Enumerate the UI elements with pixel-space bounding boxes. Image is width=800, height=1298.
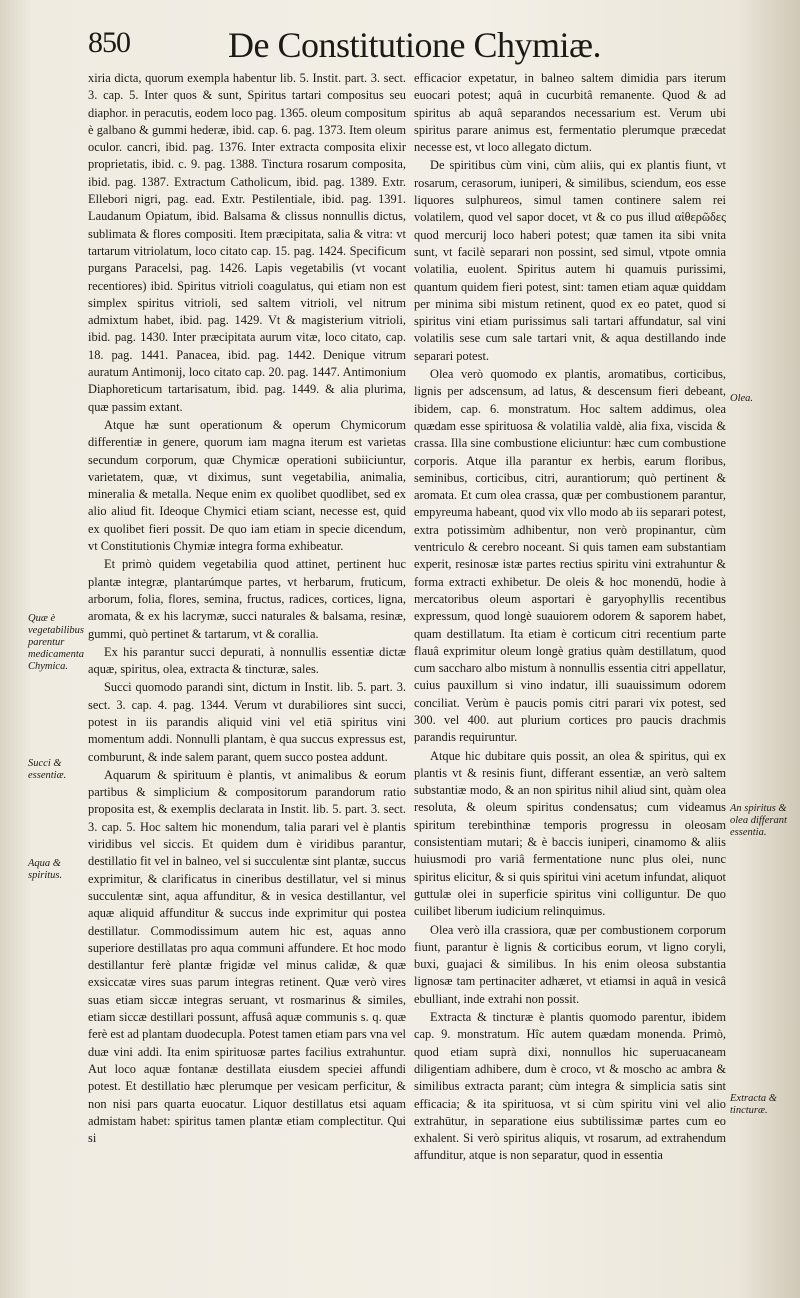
margin-note-spiritus-olea: An spiritus & olea differant essentia. — [730, 803, 787, 838]
running-title: De Constitutione Chymiæ. — [228, 25, 602, 65]
paragraph: Succi quomodo parandi sint, dictum in Instit. lib. 5. part. 3. sect. 3. cap. 4. pag. 1344. Verum vt durabiliores sint succi, potest in iis parandis aliquid vini vel etiā spiritus vini momentum addi. Nonnulli plantam, è qua succus expressus est, comburunt, & inde salem parant, quem succo postea addunt. — [88, 680, 406, 764]
paragraph: Olea verò quomodo ex plantis, aromatibus, corticibus, lignis per adscensum, ad latus, & descensum fieri debeant, ibidem, cap. 6. monstratum. Hoc saltem addimus, olea quædam esse spirituosa & volatilia valdè, alia fixa, viscida & crassa. Illa sine combustione eliciuntur: hæc cum combustione corporis. Atque illa parantur ex herbis, earum floribus, seminibus, corticibus, citri, aurantiorum; quò pertinent & aromata. Et cum olea crassa, quæ per combustionem parantur, empyreuma habeant, quod vix vllo modo ab iis separari potest, extra potissimùm adhibentur, non verò propinantur, cùm ventriculo & cerebro noceant. Si quis tamen eam substantiam experit, resinosæ istæ partes rectius spiritu vini extrahuntur & forma extracti exhibetur. De oleis & hoc monendū, hodie à mercatoribus oleum asportari è garyophyllis recentibus expressum, quod longè suauiorem odorem & saporem habet, quam destillatum. Ita etiam è corticum citri recentium parte flauâ exprimitur oleum longè gratius quàm destillatum, quod cum saccharo albo mistum à nonnullis essentia citri appellatur, cuius pauxillum si vino indatur, illi suauissimum odorem conciliat. Verùm è paucis pomis citri parari vix potest, sed 300. vel 400. aut plurium cortices pro paucis drachmis parandis requiruntur. — [414, 367, 726, 745]
paragraph: Aquarum & spirituum è plantis, vt animalibus & eorum partibus & simplicium & compositorum parandorum ratio proposita est, & exemplis declarata in Instit. lib. 5. part. 3. sect. 3. cap. 5. Hoc saltem hic monendum, talia parari vel è plantis viridibus vel siccis. Et quidem dum è viridibus parantur, destillatio fit vel in balneo, vel si succulentæ sint plantæ, succus exprimitur, & clarificatus in cineribus destillatur, vel si minus succulentæ sint, aqua affunditur, & in vesica destillantur, vel aquæ aliquid affunditur & succus inde exprimitur qui postea destillatur. Commodissimum autem hic est, aquas anno superiore destillatas pro aqua communi affundere. Et hoc modo destillantur ferè plantæ frigidæ vel minus calidæ, & quæ exsiccatæ vires suas parum integras retinent. Quæ verò vires suas etiam siccæ integras seruant, vt rosmarinus & similes, etiam siccæ destillari possunt, affusâ aquæ communis s. q. quæ ferè est ad plantam duodecupla. Potest tamen etiam pars vna vel duæ vini addi. Ita enim spirituosæ partes facilius extrahuntur. Aut loco aquæ fontanæ destillata eiusdem speciei affundi potest. Et destillatio hæc plerumque per vesicam perficitur, & non nisi pars quarta euocatur. Liquor destillatus etsi aquam admistam habet: spiritus tamen plantæ etiam complectitur. Qui si — [88, 767, 406, 1146]
paragraph: De spiritibus cùm vini, cùm aliis, qui ex plantis fiunt, vt rosarum, cerasorum, iuniperi, & similibus, sciendum, eos esse liquores sulphureos, simul tamen continere salem rei volatilem, quod vel sapor docet, vt & co pus illud αἰθερῶδες quod mercurij loco haberi potest; quæ tamen ita sibi vnita sunt, vt facilè separari non possint, sed simul, vtpote omnia volatilia, euolent. Spiritus autem hi quamuis purissimi, quantum quidem fieri potest, sint: tamen etiam aquæ quiddam per minima sibi mistum retinent, quod ex eo patet, quod si spiritus vini etiam purissimus sali tartari affundatur, sal vini volatilis sese cum sale tartari vnit, & aqua destillando inde separari potest. — [414, 158, 726, 363]
page-number: 850 — [88, 26, 130, 59]
paragraph: xiria dicta, quorum exempla habentur lib. 5. Instit. part. 3. sect. 3. cap. 5. Inter quos & sunt, Spiritus tartari compositus seu diaphor. in peracutis, eodem loco pag. 1365. oleum compositum è galbano & gummi hederæ, ibid. cap. 6. pag. 1373. Item oleum oculor. cancri, ibid. pag. 1376. Inter extracta composita elixir proprietatis, ibid. c. 9. pag. 1388. Tinctura rosarum composita, ibid. pag. 1387. Extractum Catholicum, ibid. pag. 1389. Extr. Ellebori nigri, pag. ead. Extr. Pestilentiale, ibid. pag. 1391. Laudanum Opiatum, ibid. Balsama & clissus nonnullis dictus, sublimata & flores compositi. Item præcipitata, salia & vitra: vt tartarum vitriolatum, loco citato cap. 15. pag. 1424. Specificum purgans Paracelsi, pag. 1426. Lapis vegetabilis (vt vocant recentiores) ibid. Spiritus vitrioli coagulatus, qui etiam non est simplex spiritus vitrioli, sed saltem vitrioli, vel nitrum admixtum habet, ibid. pag. 1429. Vt & magisterium vitrioli, ibid. pag. 1430. Inter præcipitata aurum vitæ, loco citato, cap. 18. pag. 1441. Panacea, ibid. pag. 1442. Denique vitrum auratum Antimonij, loco citato cap. 20. pag. 1447. Antimonium Diaphoreticum tartarisatum, ibid. pag. 1449. & alia plurima, quæ passim extant. — [88, 71, 406, 414]
right-text-column — [414, 70, 726, 1166]
margin-note-olea: Olea. — [730, 393, 754, 404]
paragraph: Ex his parantur succi depurati, à nonnullis essentiæ dictæ aquæ, spiritus, olea, extracta & tincturæ, sales. — [88, 644, 406, 677]
page-header — [88, 18, 708, 68]
margin-note-extracta: Extracta & tincturæ. — [730, 1093, 777, 1116]
paragraph: Et primò quidem vegetabilia quod attinet, pertinent huc plantæ integræ, plantarúmque partes, vt herbarum, fruticum, arborum, folia, flores, semina, fructus, radices, cortices, ligna, aromata, & ex his lacrymæ, succi naturales & balsama, resinæ, gummi, quò pertinet & tartarum, vt & corallia. — [88, 557, 406, 641]
margin-note-aqua: Aqua & spiritus. — [28, 858, 63, 881]
paragraph: Extracta & tincturæ è plantis quomodo parentur, ibidem cap. 9. monstratum. Hîc autem quædam monenda. Primò, quod etiam suprà dixi, nonnullos hic superuacaneam diligentiam adhibere, dum è croco, vt & moscho ac ambra & similibus extracta parant; cùm integra & simplicia satis sint efficacia; & ita spirituosa, vt si cùm spiritu vini vel alio extrahūtur, in separatione eius subtilissimæ partes cum eo exhalent. Si verò spiritus aliquis, vt rosarum, ad extrahendum affunditur, atque is non separatur, quod in essentia — [414, 1010, 726, 1163]
paragraph: Atque hic dubitare quis possit, an olea & spiritus, qui ex plantis vt & resinis fiunt, differant essentiæ, an verò saltem substantiæ modo, & an non spiritus nihil aliud sint, quàm olea resoluta, & oleum spiritus condensatus; cum videamus spiritum terebinthinæ temporis progressu in oleosam consistentiam mutari; & è baccis iuniperi, cinamomo & aliis huiusmodi pro variâ fermentatione nunc plus olei, nunc spiritus elicitur, & si quis spiritui vini acetum infundat, aliquot guttulæ olei in superficie spiritus vini colliguntur. De quo cuilibet liberum iudicium relinquimus. — [414, 748, 726, 919]
margin-note-vegetabilia: Quæ è vegetabilibus parentur medicamenta Chymica. — [28, 613, 84, 672]
paragraph: efficacior expetatur, in balneo saltem dimidia pars iterum euocari potest; aquâ in cucurbitâ remanente. Quod & ad spiritus ab aquâ separandos necessarium est. Verum ubi spiritus parare animus est, fermentatio plerumque præcedat necesse est, vt loco allegato dictum. — [414, 71, 726, 155]
paragraph: Atque hæ sunt operationum & operum Chymicorum differentiæ in genere, quorum iam magna iterum est varietas secundum corporum, quæ Chymicæ operationi subiiciuntur, varietatem, quæ, vt diximus, sunt vegetabilia, animalia, mineralia & metalla. Neque enim ex quolibet quodlibet, sed ex alio aliud fit. Ideoque Chymici etiam sciant, necesse est, quid ex quolibet fieri possit. De quo iam etiam in specie dicendum, vt Constitutionis Chymiæ integra forma exhibeatur. — [88, 417, 406, 554]
margin-note-succi: Succi & essentiæ. — [28, 758, 67, 781]
left-text-column — [88, 70, 406, 1148]
paragraph: Olea verò illa crassiora, quæ per combustionem corporum fiunt, parantur è lignis & corticibus eorum, vt ligno coryli, buxi, guajaci & similibus. In his enim oleosa substantia lignosæ tam pertinaciter adhæret, vt etiamsi in aquâ in vesicâ ebulliant, inde extrahi non possit. — [414, 922, 726, 1006]
